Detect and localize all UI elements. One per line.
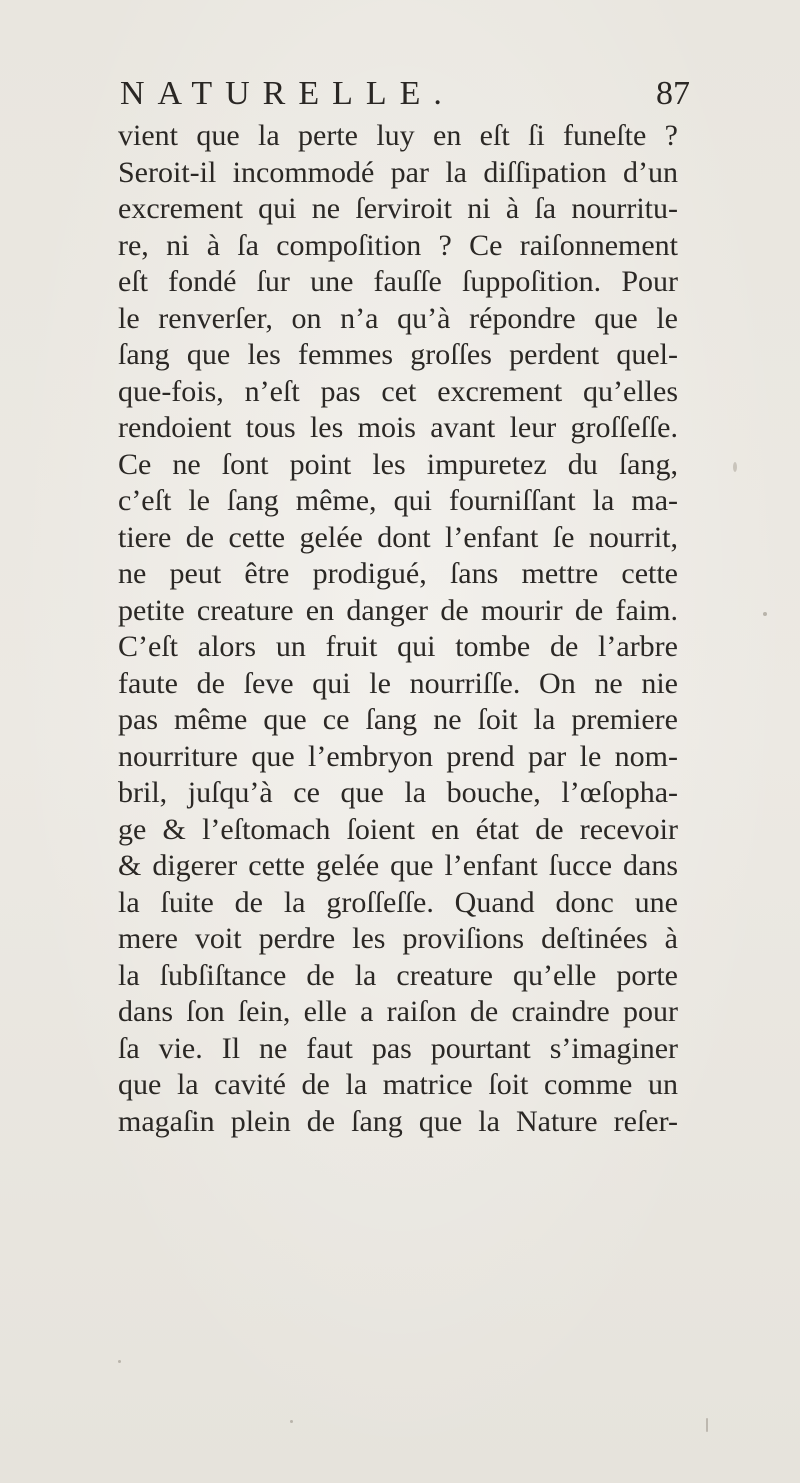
running-title: NATURELLE. (120, 75, 455, 112)
text-line: tiere de cette gelée dont l’enfant ſe nourrit, (118, 520, 678, 554)
text-line: la ſubſiſtance de la creature qu’elle porte (118, 958, 678, 992)
text-line: re, ni à ſa compoſition ? Ce raiſonnement (118, 228, 678, 262)
running-head (120, 74, 690, 114)
paper-speck (118, 1360, 121, 1363)
text-line: c’eſt le ſang même, qui fourniſſant la ma- (118, 484, 678, 517)
text-line: rendoient tous les mois avant leur groſſeſſe. (118, 411, 678, 444)
page-number: 87 (656, 75, 690, 112)
text-line: mere voit perdre les proviſions deſtinées à (118, 922, 678, 955)
text-line: que la cavité de la matrice ſoit comme un (118, 1068, 678, 1101)
body-text (118, 118, 678, 1140)
text-line: ne peut être prodigué, ſans mettre cette (118, 557, 678, 590)
text-line: Seroit-il incommodé par la diſſipation d’un (118, 155, 678, 189)
text-line: bril, juſqu’à ce que la bouche, l’œſopha- (118, 776, 678, 809)
text-line: eſt fondé ſur une fauſſe ſuppoſition. Pour (118, 265, 678, 298)
text-line: C’eſt alors un fruit qui tombe de l’arbre (118, 630, 678, 663)
text-line: excrement qui ne ſerviroit ni à ſa nourritu- (118, 192, 678, 225)
text-line: faute de ſeve qui le nourriſſe. On ne nie (118, 666, 678, 700)
text-line: ſang que les femmes groſſes perdent quel- (118, 338, 678, 371)
text-line: magaſin plein de ſang que la Nature reſer- (118, 1104, 678, 1138)
paper-speck (290, 1420, 293, 1423)
text-line: ſa vie. Il ne faut pas pourtant s’imaginer (118, 1031, 678, 1065)
text-line: ge & l’eſtomach ſoient en état de recevoir (118, 812, 678, 846)
text-line: que-fois, n’eſt pas cet excrement qu’elles (118, 374, 678, 408)
text-line: dans ſon ſein, elle a raiſon de craindre pour (118, 995, 678, 1028)
text-line: petite creature en danger de mourir de faim. (118, 593, 678, 627)
paper-speck (763, 612, 767, 616)
text-line: nourriture que l’embryon prend par le nom- (118, 739, 678, 773)
text-line: Ce ne ſont point les impuretez du ſang, (118, 447, 678, 481)
text-line: vient que la perte luy en eſt ſi funeſte ? (118, 119, 678, 152)
paper-speck (733, 462, 737, 472)
text-line: la ſuite de la groſſeſſe. Quand donc une (118, 885, 678, 919)
text-line: pas même que ce ſang ne ſoit la premiere (118, 703, 678, 736)
text-line: le renverſer, on n’a qu’à répondre que le (118, 301, 678, 335)
text-line: & digerer cette gelée que l’enfant ſucce dans (118, 849, 678, 882)
paper-speck (706, 1418, 708, 1432)
